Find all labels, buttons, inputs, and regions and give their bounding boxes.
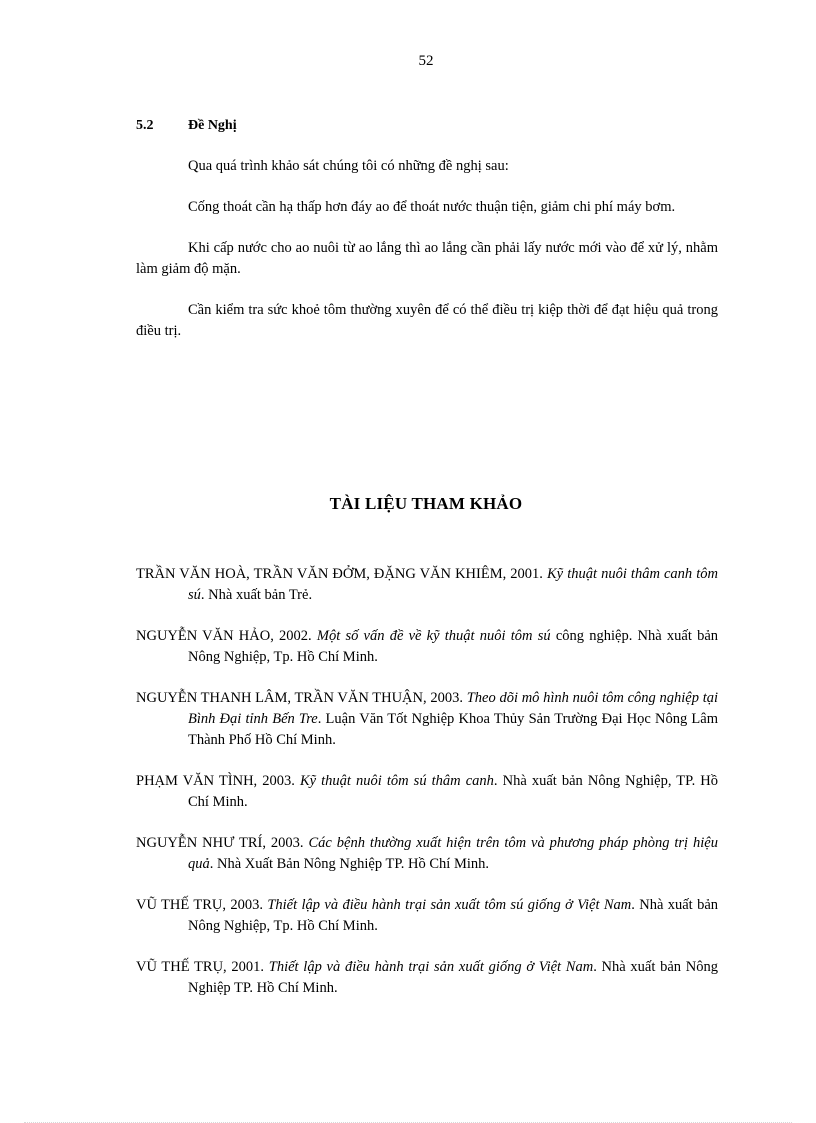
paragraph: Cống thoát cần hạ thấp hơn đáy ao để thoát nước thuận tiện, giảm chi phí máy bơm. <box>188 199 676 215</box>
reference-authors: PHẠM VĂN TÌNH, 2003. <box>136 773 295 789</box>
reference-authors: TRẦN VĂN HOÀ, TRẦN VĂN ĐỞM, ĐẶNG VĂN KHIÊM, 2001. <box>136 566 543 582</box>
references-title: TÀI LIỆU THAM KHẢO <box>329 494 523 513</box>
paragraph: Khi cấp nước cho ao nuôi từ ao lắng thì ao lắng cần phải lấy nước mới vào để xử lý, nhằm làm giảm độ mặn. <box>136 240 718 277</box>
reference-publisher: . Luận Văn Tốt Nghiệp Khoa Thủy Sản Trường Đại Học Nông Lâm Thành Phố Hồ Chí Minh. <box>188 711 718 748</box>
reference-authors: NGUYỄN VĂN HẢO, 2002. <box>136 628 312 644</box>
reference-publisher: . Nhà Xuất Bản Nông Nghiệp TP. Hồ Chí Minh. <box>209 856 490 872</box>
reference-publisher: . Nhà xuất bản Nông Nghiệp, TP. Hồ Chí Minh. <box>188 773 719 810</box>
reference-item <box>136 626 718 668</box>
reference-item <box>136 957 718 999</box>
reference-authors: NGUYỄN NHƯ TRÍ, 2003. <box>136 835 304 851</box>
paragraph: Cần kiểm tra sức khoẻ tôm thường xuyên để có thể điều trị kiệp thời để đạt hiệu quả trong điều trị. <box>136 302 718 339</box>
reference-publisher: . Nhà xuất bản Nông Nghiệp, Tp. Hồ Chí Minh. <box>188 897 719 934</box>
reference-work: Thiết lập và điều hành trại sản xuất giống ở Việt Nam <box>268 959 594 975</box>
reference-authors: VŨ THẾ TRỤ, 2003. <box>136 897 263 913</box>
section-heading <box>136 118 237 134</box>
reference-publisher: . Nhà xuất bản Trẻ. <box>200 587 313 603</box>
reference-publisher: công nghiệp. Nhà xuất bản Nông Nghiệp, Tp. Hồ Chí Minh. <box>188 628 719 665</box>
reference-publisher: . Nhà xuất bản Nông Nghiệp TP. Hồ Chí Minh. <box>188 959 719 996</box>
paragraph: Qua quá trình khảo sát chúng tôi có những đề nghị sau: <box>188 158 509 174</box>
references-list <box>136 564 718 1019</box>
reference-authors: VŨ THẾ TRỤ, 2001. <box>136 959 265 975</box>
reference-work: Các bệnh thường xuất hiện trên tôm và phương pháp phòng trị hiệu quả <box>188 835 718 872</box>
reference-work: Một số vấn đề về kỹ thuật nuôi tôm sú <box>316 628 551 644</box>
reference-item <box>136 771 718 813</box>
reference-work: Thiết lập và điều hành trại sản xuất tôm sú giống ở Việt Nam <box>267 897 632 913</box>
reference-work: Kỹ thuật nuôi tôm sú thâm canh <box>299 773 494 789</box>
section-number: 5.2 <box>136 118 154 133</box>
reference-item <box>136 688 718 751</box>
section-title: Đề Nghị <box>188 118 237 133</box>
reference-work: Theo dõi mô hình nuôi tôm công nghiệp tại Bình Đại tỉnh Bến Tre <box>188 690 719 727</box>
section-body <box>136 156 718 362</box>
page-number: 52 <box>418 53 434 69</box>
reference-item <box>136 833 718 875</box>
reference-item <box>136 564 718 606</box>
reference-authors: NGUYỄN THANH LÂM, TRẦN VĂN THUẬN, 2003. <box>136 690 463 706</box>
reference-item <box>136 895 718 937</box>
reference-work: Kỹ thuật nuôi thâm canh tôm sú <box>188 566 718 603</box>
